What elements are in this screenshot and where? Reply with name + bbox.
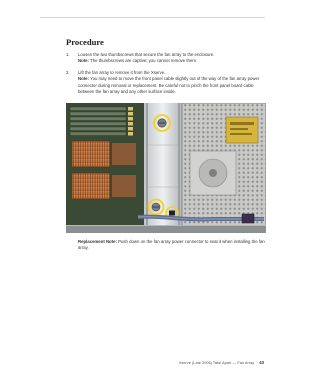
page-number: 43 — [259, 360, 264, 365]
step-number: 1. — [66, 52, 70, 57]
header-rule — [40, 17, 265, 18]
step-1 — [66, 52, 266, 65]
note-text: The thumbscrews are captive; you cannot remove them. — [90, 58, 198, 64]
replacement-note — [78, 239, 266, 252]
note-label: Note: — [78, 58, 89, 64]
fan-array-photo-illustration — [66, 103, 266, 233]
step-text: Loosen the two thumbscrews that secure the fan array to the enclosure. — [78, 52, 215, 57]
replacement-note-label: Replacement Note: — [78, 239, 117, 244]
page-footer — [179, 360, 264, 365]
step-note — [78, 58, 266, 64]
step-note — [78, 76, 266, 95]
note-label: Note: — [78, 76, 89, 82]
section-heading: Procedure — [66, 37, 104, 47]
fan-array-photo — [66, 103, 266, 233]
note-text: You may need to move the front panel cable slightly out of the way of the fan array power connector during removal or replacement. Be careful not to pinch the front panel board cable between the fan array and any other surface inside. — [78, 76, 260, 95]
replacement-note-text: Push down on the fan array power connector to seat it when installing the fan array. — [78, 239, 265, 251]
step-2 — [66, 70, 266, 96]
procedure-steps — [66, 52, 266, 95]
step-text: Lift the fan array to remove it from the Xserve. — [78, 69, 166, 75]
footer-title: Xserve (Late 2006) Take Apart — Fan Array — [178, 360, 255, 365]
step-number: 2. — [66, 69, 70, 75]
